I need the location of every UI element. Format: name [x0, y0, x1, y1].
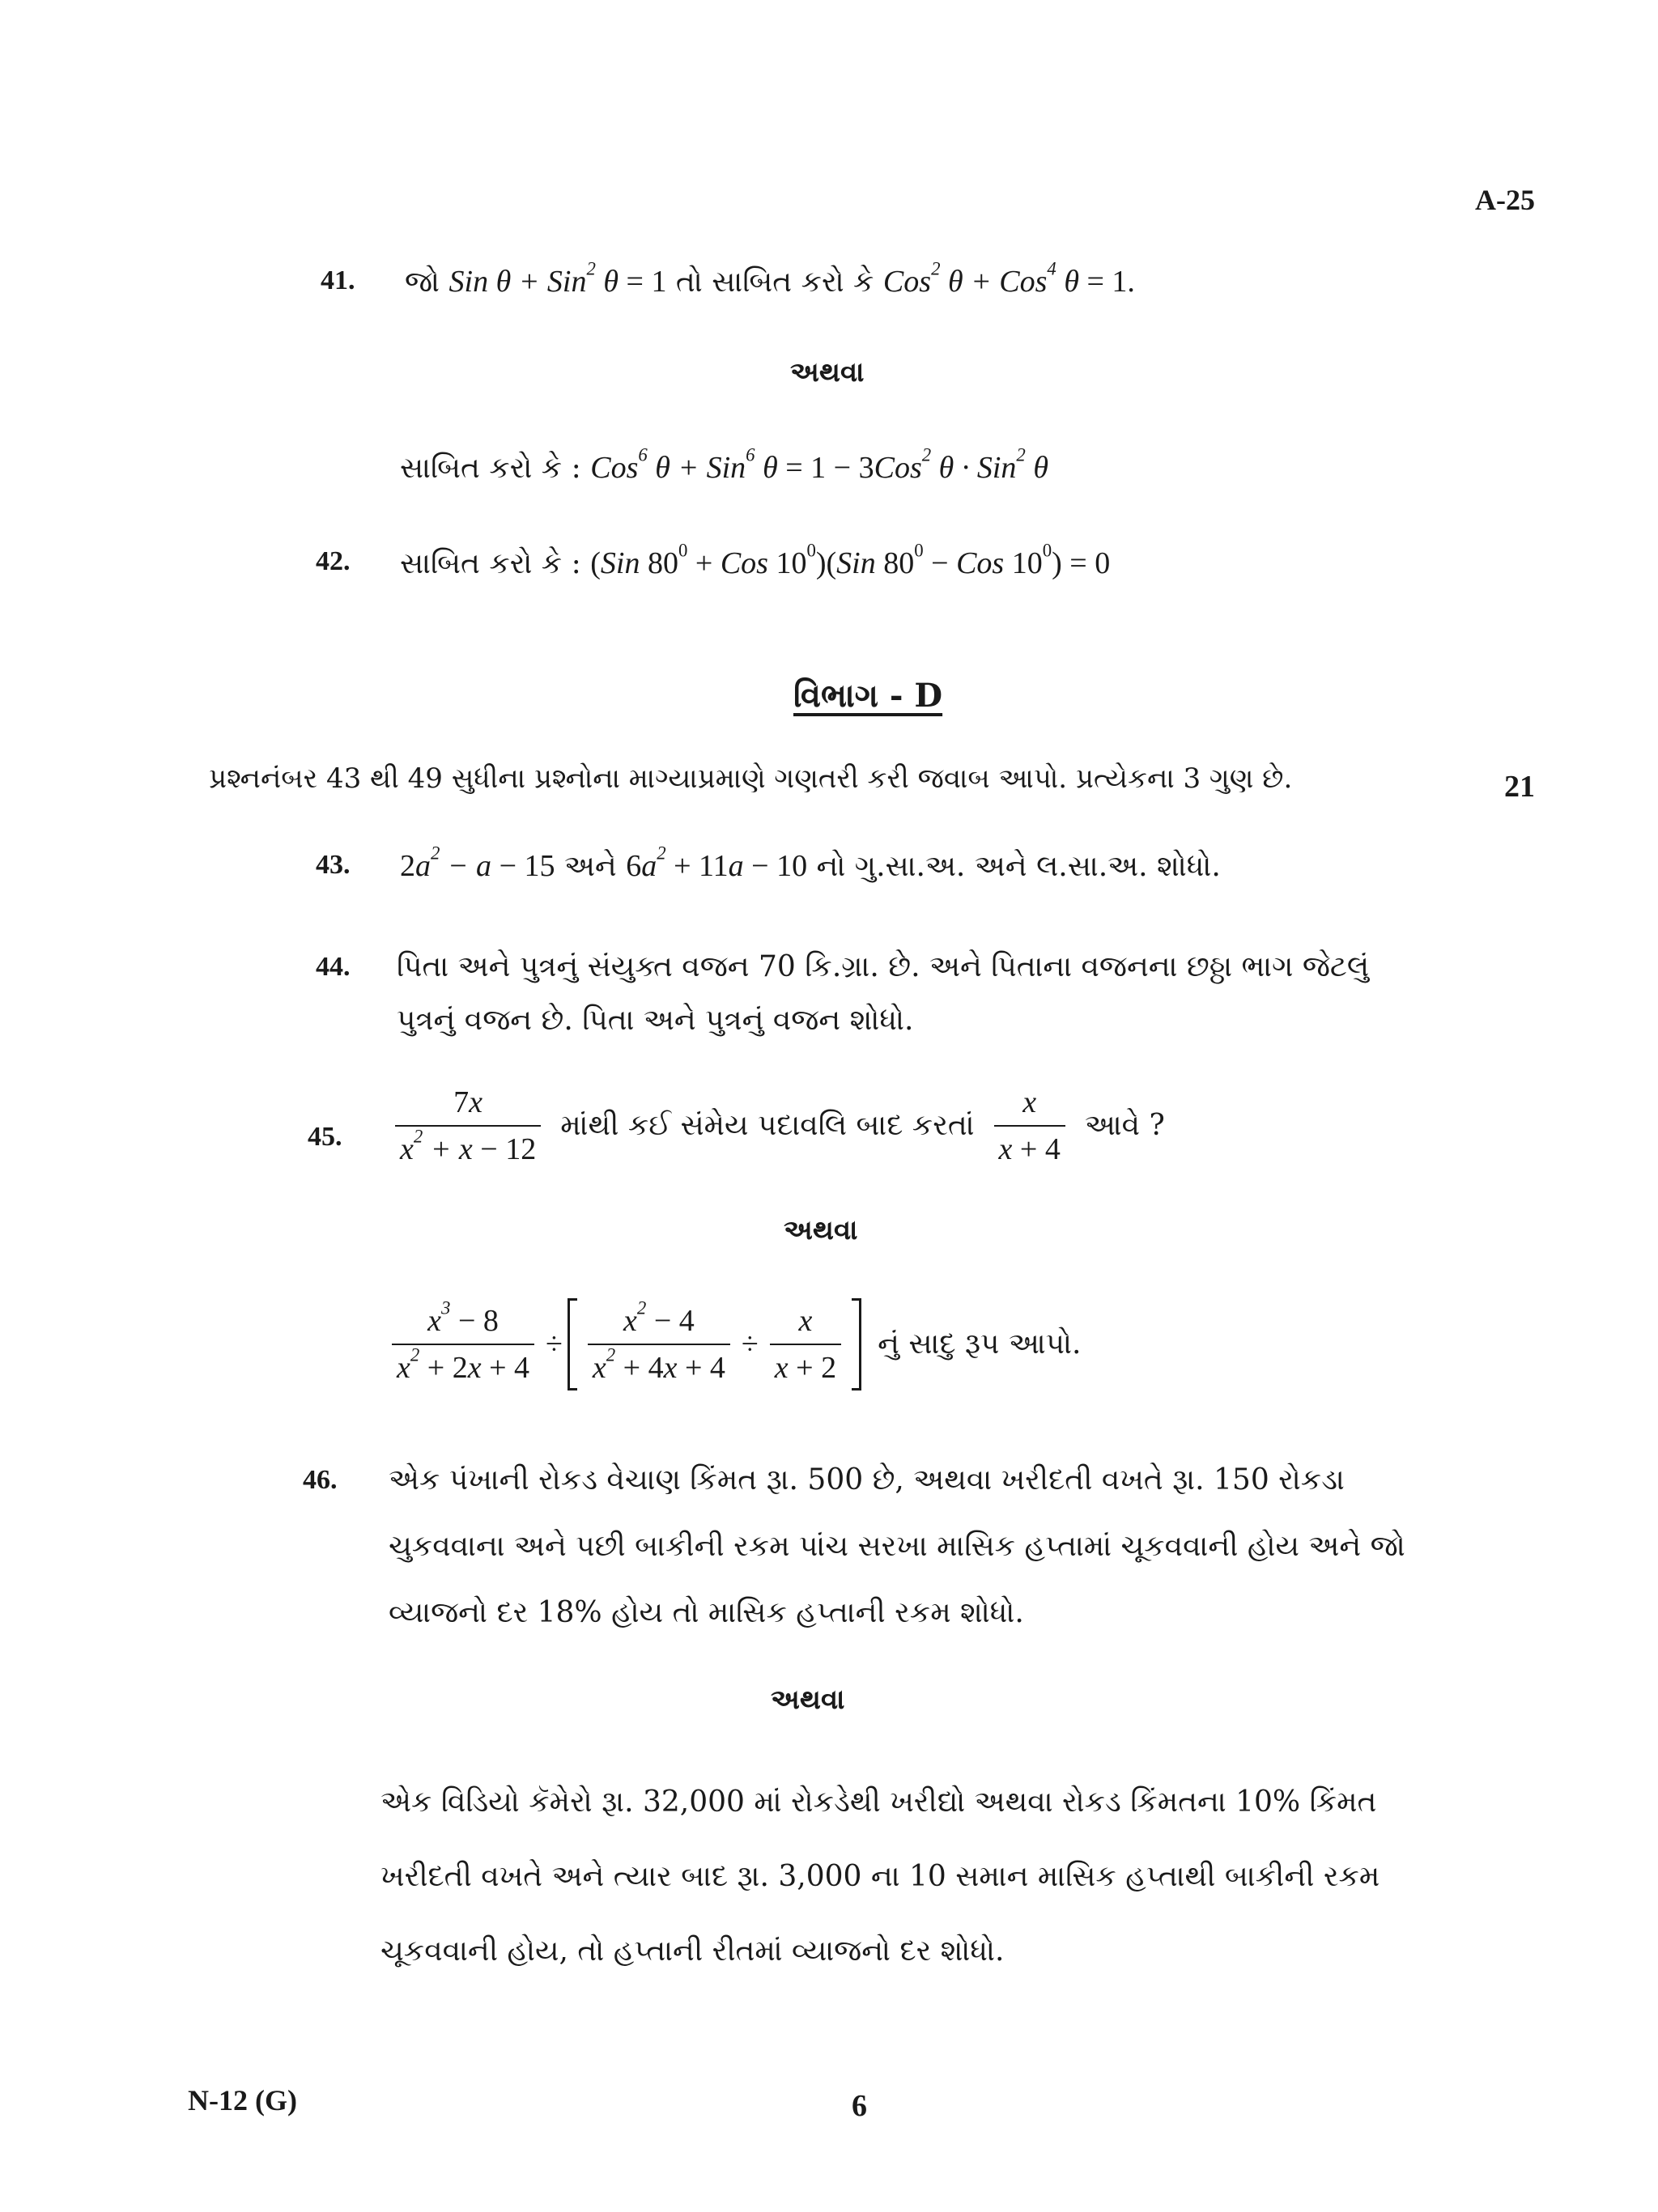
or-label: અથવા	[771, 1683, 845, 1716]
question-41-text: જો Sin θ + Sin$^2$ θ = 1 તો સાબિત કરો કે Cos$^2$ θ + Cos$^4$ θ = 1.	[405, 258, 1135, 299]
bracket-group: $\frac{x^2 - 4}{x^2 + 4x + 4}$ ÷ $\frac{x}{x + 2}$	[568, 1298, 861, 1390]
or-label: અથવા	[784, 1214, 858, 1246]
fraction: $\frac{x^2 - 4}{x^2 + 4x + 4}$	[588, 1303, 730, 1386]
math-expression: Cos$^6$ θ + Sin$^6$ θ = 1 − 3Cos$^2$ θ · Sin$^2$ θ	[590, 444, 1048, 485]
question-41	[321, 265, 355, 296]
math-expression: $2a^2 - a - 15$	[400, 843, 555, 883]
question-46-alternate-line-1: એક વિડિયો કૅમેરો રૂા. 32,000 માં રોકડેથી ખરીદ્યો અથવા રોકડ કિંમતના 10% કિંમત	[380, 1785, 1377, 1819]
question-number: 45.	[308, 1122, 342, 1152]
fraction: $\frac{x^3 - 8}{x^2 + 2x + 4}$	[392, 1303, 534, 1386]
page-code: A-25	[1475, 184, 1535, 216]
question-number: 41.	[321, 265, 355, 295]
math-expression: Cos$^2$ θ + Cos$^4$ θ = 1.	[882, 258, 1135, 299]
math-expression: $6a^2 + 11a - 10$	[626, 843, 808, 883]
question-41-alternate: સાબિત કરો કે : Cos$^6$ θ + Sin$^6$ θ = 1 − 3Cos$^2$ θ · Sin$^2$ θ	[400, 444, 1048, 485]
question-42-text: સાબિત કરો કે : (Sin $80^0$ + Cos $10^0)(Sin$ $80^0$ − Cos $10^0) = 0$	[400, 540, 1111, 580]
or-label: અથવા	[790, 356, 865, 388]
question-46-line-3: વ્યાજનો દર 18% હોય તો માસિક હપ્તાની રકમ શોધો.	[389, 1596, 1024, 1629]
math-expression: Sin θ + Sin$^2$ θ = 1	[449, 258, 667, 299]
section-heading: વિભાગ - D	[793, 677, 943, 715]
question-number: 44.	[316, 952, 351, 982]
question-43-text: $2a^2 - a - 15$ અને $6a^2 + 11a - 10$ નો ગુ.સા.અ. અને લ.સા.અ. શોધો.	[400, 843, 1221, 883]
question-number: 43.	[316, 850, 351, 880]
fraction: $\frac{x}{x + 2}$	[770, 1303, 841, 1386]
question-46-alternate-line-2: ખરીદતી વખતે અને ત્યાર બાદ રૂા. 3,000 ના 10 સમાન માસિક હપ્તાથી બાકીની રકમ	[380, 1860, 1380, 1893]
page-number: 6	[852, 2089, 867, 2123]
question-45-text: $\frac{7x}{x^2 + x - 12}$ માંથી કઈ સંમેય પદાવલિ બાદ કરતાં $\frac{x}{x + 4}$ આવે ?	[389, 1085, 1165, 1167]
fraction: $\frac{x}{x + 4}$	[994, 1085, 1065, 1167]
question-45-alternate: $\frac{x^3 - 8}{x^2 + 2x + 4}$ ÷ $\frac{x^2 - 4}{x^2 + 4x + 4}$ ÷ $\frac{x}{x + 2}$ નું સાદુ રૂપ આપો.	[385, 1298, 1081, 1390]
question-46-line-2: ચુકવવાના અને પછી બાકીની રકમ પાંચ સરખા માસિક હપ્તામાં ચૂકવવાની હોય અને જો	[389, 1530, 1405, 1563]
question-44-line-2: પુત્રનું વજન છે. પિતા અને પુત્રનું વજન શોધો.	[397, 1004, 914, 1037]
section-instruction: પ્રશ્નનંબર 43 થી 49 સુધીના પ્રશ્નોના માગ્યાપ્રમાણે ગણતરી કરી જવાબ આપો. પ્રત્યેકના 3 ગુણ છે.	[209, 762, 1293, 795]
question-46-alternate-line-3: ચૂકવવાની હોય, તો હપ્તાની રીતમાં વ્યાજનો દર શોધો.	[380, 1934, 1005, 1968]
section-marks: 21	[1504, 770, 1535, 804]
fraction: $\frac{7x}{x^2 + x - 12}$	[395, 1085, 541, 1167]
question-number: 42.	[316, 546, 351, 576]
question-number: 46.	[303, 1465, 338, 1495]
question-44-line-1: પિતા અને પુત્રનું સંયુક્ત વજન 70 કિ.ગ્રા. છે. અને પિતાના વજનના છઠ્ઠા ભાગ જેટલું	[397, 950, 1370, 983]
question-46-line-1: એક પંખાની રોકડ વેચાણ કિંમત રૂા. 500 છે, અથવા ખરીદતી વખતે રૂા. 150 રોકડા	[389, 1463, 1345, 1497]
math-expression: (Sin $80^0$ + Cos $10^0)(Sin$ $80^0$ − Cos $10^0) = 0$	[590, 540, 1111, 580]
footer-code: N-12 (G)	[188, 2084, 297, 2116]
